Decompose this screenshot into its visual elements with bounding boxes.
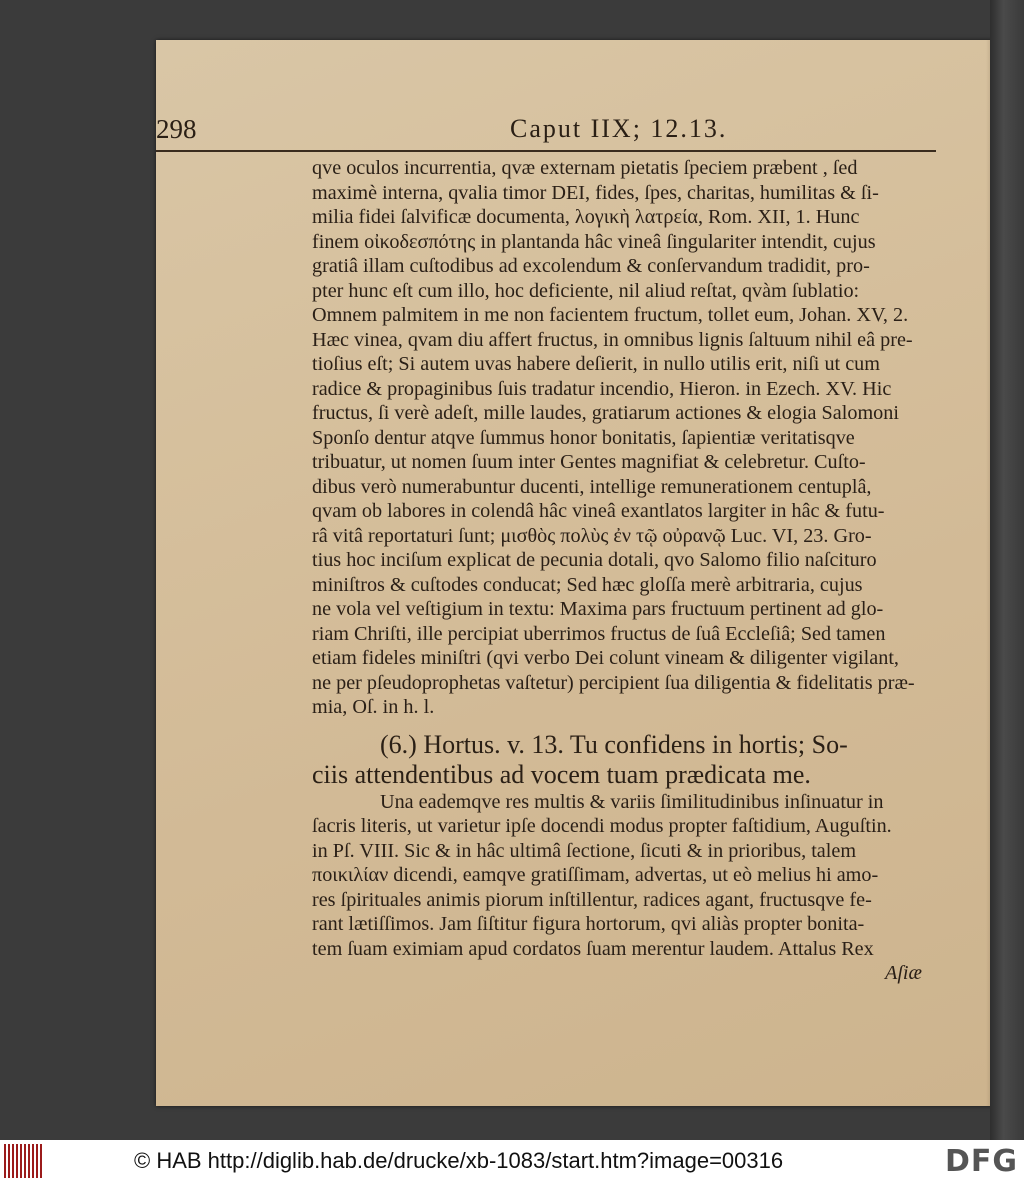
text-line: in Pſ. VIII. Sic & in hâc ultimâ ſectione, ſicuti & in prioribus, talem: [312, 839, 857, 862]
text-line: gratiâ illam cuſtodibus ad excolendum & conſervandum tradidit, pro-: [312, 255, 870, 277]
header-rule: [156, 150, 936, 152]
body-text: [312, 156, 922, 986]
text-line: maximè interna, qvalia timor DEI, fides, ſpes, charitas, humilitas & ſi-: [312, 181, 879, 204]
text-line: res ſpirituales animis piorum inſtillentur, radices agant, fructusqve fe-: [312, 888, 872, 911]
text-line: milia fidei ſalvificæ documenta, λογικὴ λατρεία, Rom. XII, 1. Hunc: [312, 206, 860, 228]
text-line: ſacris literis, ut varietur ipſe docendi modus propter faſtidium, Auguſtin.: [312, 815, 892, 837]
text-line: mia, Oſ. in h. l.: [312, 696, 435, 718]
text-line: radice & propaginibus ſuis tradatur incendio, Hieron. in Ezech. XV. Hic: [312, 377, 892, 400]
text-line: dibus verò numerabuntur ducenti, intellige remunerationem centuplâ,: [312, 475, 872, 498]
text-line: finem οἰκοδεσπότης in plantanda hâc vineâ ſingulariter intendit, cujus: [312, 230, 876, 253]
text-line: Una eademqve res multis & variis ſimilitudinibus inſinuatur in: [380, 790, 884, 813]
catchword: Aſiæ: [884, 962, 922, 984]
text-line: tius hoc inciſum explicat de pecunia dotali, qvo Salomo filio naſcituro: [312, 549, 877, 571]
text-line: ne vola vel veſtigium in textu: Maxima pars fructuum pertinent ad glo-: [312, 598, 884, 620]
dfg-logo: DFG: [944, 1144, 1018, 1179]
text-line: Sponſo dentur atqve ſummus honor bonitatis, ſapientiæ veritatisqve: [312, 426, 855, 449]
text-line: tioſius eſt; Si autem uvas habere deſierit, in nullo utilis erit, niſi ut cum: [312, 353, 880, 375]
text-line: râ vitâ reportaturi ſunt; μισθὸς πολὺς ἐν τῷ οὐρανῷ Luc. VI, 23. Gro-: [312, 524, 872, 547]
text-line: ποικιλίαν dicendi, eamqve gratiſſimam, advertas, ut eò melius hi amo-: [312, 864, 879, 886]
text-line: ne per pſeudoprophetas vaſtetur) percipient ſua diligentia & fidelitatis præ-: [312, 671, 915, 694]
page-header: [156, 114, 936, 154]
text-line: tribuatur, ut nomen ſuum inter Gentes magnifiat & celebretur. Cuſto-: [312, 451, 866, 473]
section-heading-continued: ciis attendentibus ad vocem tuam prædicata me.: [312, 759, 811, 789]
page-number: 298: [156, 114, 197, 144]
text-line: pter hunc eſt cum illo, hoc deficiente, nil aliud reſtat, qvàm ſublatio:: [312, 279, 860, 302]
text-line: qvam ob labores in colendâ hâc vineâ exantlatos largiter in hâc & futu-: [312, 500, 885, 522]
footer-bar: [0, 1140, 1024, 1182]
running-head: Caput IIX; 12.13.: [510, 114, 728, 143]
hab-logo-icon: [4, 1144, 46, 1178]
text-line: riam Chriſti, ille percipiat uberrimos fructus de ſuâ Eccleſiâ; Sed tamen: [312, 622, 886, 645]
text-line: Hæc vinea, qvam diu affert fructus, in omnibus lignis ſaltuum nihil eâ pre-: [312, 328, 913, 351]
text-line: rant lætiſſimos. Jam ſiſtitur figura hortorum, qvi aliàs propter bonita-: [312, 913, 865, 935]
text-line: tem ſuam eximiam apud cordatos ſuam merentur laudem. Attalus Rex: [312, 937, 874, 960]
text-line: miniſtros & cuſtodes conducat; Sed hæc gloſſa merè arbitraria, cujus: [312, 573, 863, 596]
text-line: Omnem palmitem in me non facientem fructum, tollet eum, Johan. XV, 2.: [312, 304, 909, 326]
text-line: fructus, ſi verè adeſt, mille laudes, gratiarum actiones & elogia Salomoni: [312, 402, 899, 424]
citation-link[interactable]: © HAB http://diglib.hab.de/drucke/xb-1083/start.htm?image=00316: [134, 1148, 784, 1173]
text-line: etiam fideles miniſtri (qvi verbo Dei colunt vineam & diligenter vigilant,: [312, 647, 899, 669]
text-line: qve oculos incurrentia, qvæ externam pietatis ſpeciem præbent , ſed: [312, 157, 858, 179]
section-heading: (6.) Hortus. v. 13. Tu confidens in hortis; So-: [380, 729, 848, 759]
adjacent-page-edge: [990, 0, 1024, 1140]
